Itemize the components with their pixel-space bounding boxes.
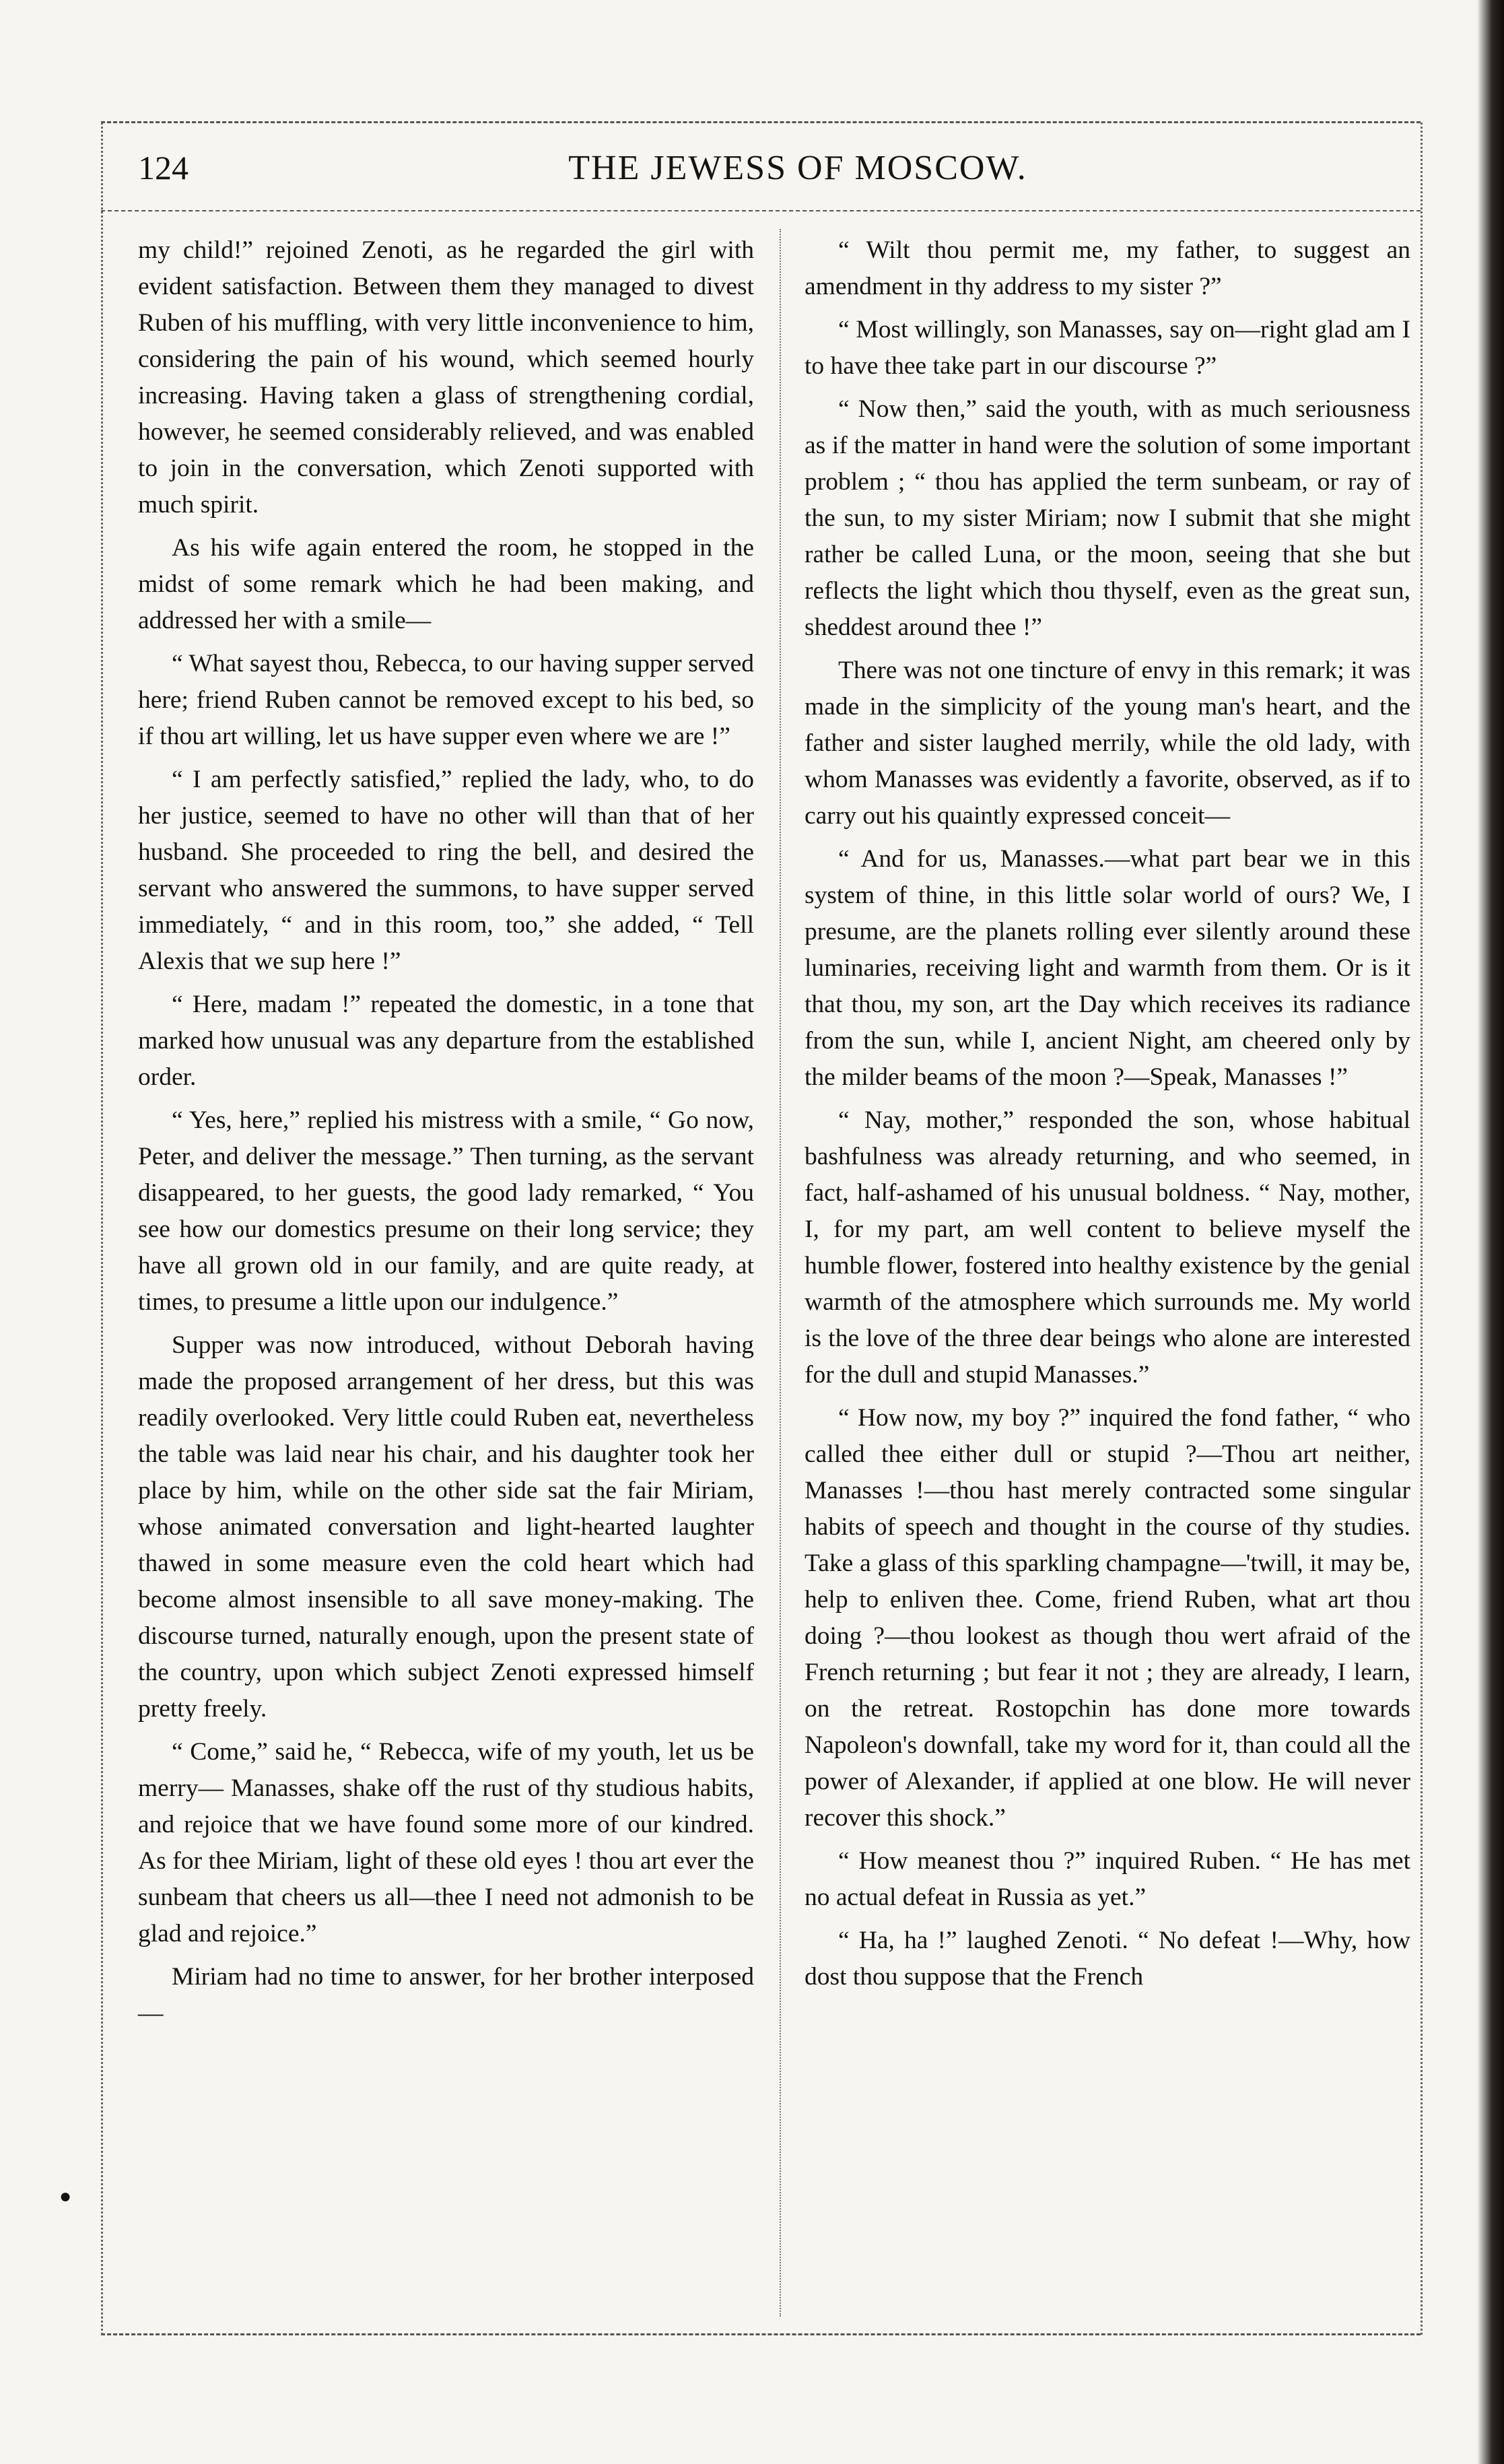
paragraph: “ Here, madam !” repeated the domestic, in a tone that marked how unusual was any departure from the established order.	[138, 991, 754, 1091]
paragraph: “ Nay, mother,” responded the son, whose habitual bashfulness was already returning, and who seemed, in fact, half-ashamed of his unusual boldness. “ Nay, mother, I, for my part, am well content to believe myself the humble flower, fostered into healthy existence by the genial warmth of the atmosphere which surrounds me. My world is the love of the three dear beings who alone are interested for the dull and stupid Manasses.”	[805, 1106, 1410, 1389]
page-number: 124	[138, 149, 189, 187]
column-divider	[780, 229, 781, 2317]
left-text-column	[138, 232, 754, 2038]
page-binding-shadow	[1477, 0, 1504, 2464]
left-border	[101, 123, 103, 2335]
paragraph: “ Come,” said he, “ Rebecca, wife of my youth, let us be merry— Manasses, shake off the rust of thy studious habits, and rejoice that we have found some more of our kindred. As for thee Miriam, light of these old eyes ! thou art ever the sunbeam that cheers us all—thee I need not admonish to be glad and rejoice.”	[138, 1738, 754, 1947]
paragraph: “ Yes, here,” replied his mistress with a smile, “ Go now, Peter, and deliver the message.” Then turning, as the servant disappeared, to her guests, the good lady remarked, “ You see how our domestics presume on their long service; they have all grown old in our family, and are quite ready, at times, to presume a little upon our indulgence.”	[138, 1106, 754, 1316]
paragraph: “ Now then,” said the youth, with as much seriousness as if the matter in hand were the solution of some important problem ; “ thou has applied the term sunbeam, or ray of the sun, to my sister Miriam; now I submit that she might rather be called Luna, or the moon, seeing that she but reflects the light which thou thyself, even as the great sun, sheddest around thee !”	[805, 395, 1410, 641]
right-text-column	[805, 232, 1410, 2002]
paragraph: “ Most willingly, son Manasses, say on—right glad am I to have thee take part in our discourse ?”	[805, 316, 1410, 380]
right-border	[1421, 123, 1423, 2335]
paragraph: “ And for us, Manasses.—what part bear we in this system of thine, in this little solar world of ours? We, I presume, are the planets rolling ever silently around these luminaries, receiving light and warmth from them. Or is it that thou, my son, art the Day which receives its radiance from the sun, while I, ancient Night, am cheered only by the milder beams of the moon ?—Speak, Manasses !”	[805, 845, 1410, 1091]
paragraph: “ Wilt thou permit me, my father, to suggest an amendment in thy address to my sister ?”	[805, 236, 1410, 300]
paragraph: “ What sayest thou, Rebecca, to our having supper served here; friend Ruben cannot be removed except to his bed, so if thou art willing, let us have supper even where we are !”	[138, 650, 754, 750]
paragraph: As his wife again entered the room, he stopped in the midst of some remark which he had been making, and addressed her with a smile—	[138, 534, 754, 634]
paragraph: “ Ha, ha !” laughed Zenoti. “ No defeat !—Why, how dost thou suppose that the French	[805, 1927, 1410, 1991]
running-header	[138, 135, 1417, 202]
paragraph: “ How meanest thou ?” inquired Ruben. “ He has met no actual defeat in Russia as yet.”	[805, 1847, 1410, 1911]
paragraph: There was not one tincture of envy in this remark; it was made in the simplicity of the young man's heart, and the father and sister laughed merrily, while the old lady, with whom Manasses was evidently a favorite, observed, as if to carry out his quaintly expressed conceit—	[805, 657, 1410, 830]
header-rule	[101, 210, 1421, 211]
bottom-ornamental-rule	[101, 2333, 1421, 2335]
paragraph: Miriam had no time to answer, for her brother interposed—	[138, 1963, 754, 2027]
margin-ink-mark: ●	[59, 2185, 72, 2207]
running-title: THE JEWESS OF MOSCOW.	[568, 149, 1027, 187]
paragraph: Supper was now introduced, without Deborah having made the proposed arrangement of her dress, but this was readily overlooked. Very little could Ruben eat, nevertheless the table was laid near his chair, and his daughter took her place by him, while on the other side sat the fair Miriam, whose animated conversation and light-hearted laughter thawed in some measure even the cold heart which had become almost insensible to all save money-making. The discourse turned, naturally enough, upon the present state of the country, upon which subject Zenoti expressed himself pretty freely.	[138, 1331, 754, 1723]
top-ornamental-rule	[101, 121, 1421, 123]
paragraph: “ How now, my boy ?” inquired the fond father, “ who called thee either dull or stupid ?—Thou art neither, Manasses !—thou hast merely contracted some singular habits of speech and thought in the course of thy studies. Take a glass of this sparkling champagne—'twill, it may be, help to enliven thee. Come, friend Ruben, what art thou doing ?—thou lookest as though thou wert afraid of the French returning ; but fear it not ; they are already, I learn, on the retreat. Rostopchin has done more towards Napoleon's downfall, take my word for it, than could all the power of Alexander, if applied at one blow. He will never recover this shock.”	[805, 1404, 1410, 1832]
paragraph: my child!” rejoined Zenoti, as he regarded the girl with evident satisfaction. Between them they managed to divest Ruben of his muffling, with very little inconvenience to him, considering the pain of his wound, which seemed hourly increasing. Having taken a glass of strengthening cordial, however, he seemed considerably relieved, and was enabled to join in the conversation, which Zenoti supported with much spirit.	[138, 236, 754, 519]
paragraph: “ I am perfectly satisfied,” replied the lady, who, to do her justice, seemed to have no other will than that of her husband. She proceeded to ring the bell, and desired the servant who answered the summons, to have supper served immediately, “ and in this room, too,” she added, “ Tell Alexis that we sup here !”	[138, 766, 754, 975]
